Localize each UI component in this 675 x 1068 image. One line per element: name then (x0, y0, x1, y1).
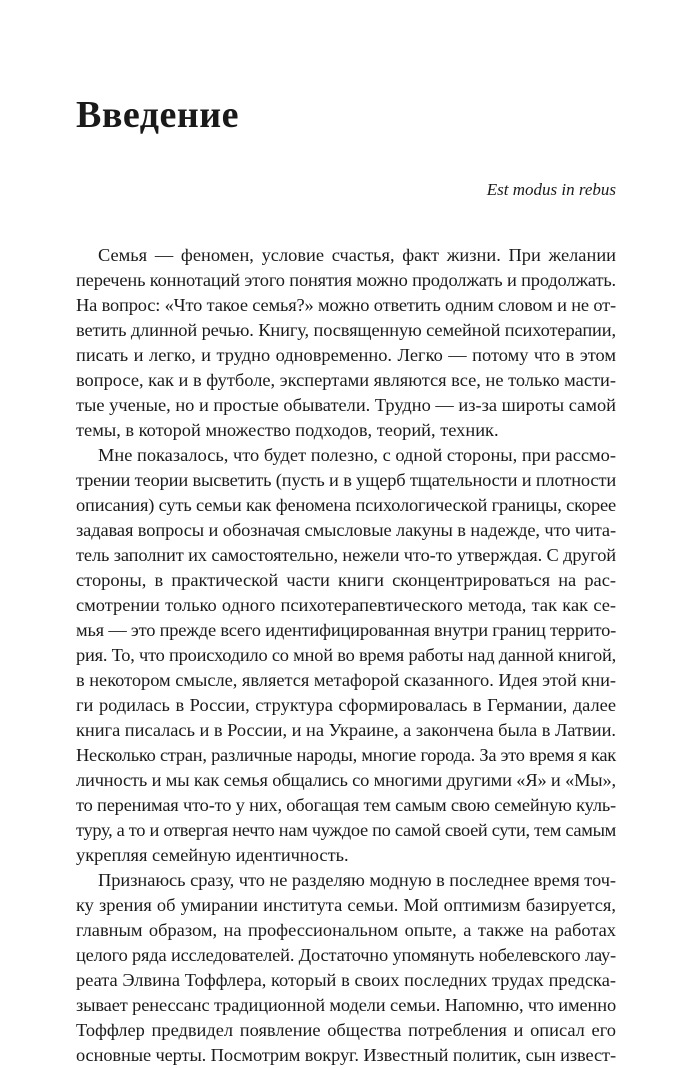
text-line: Несколько стран, различные народы, многие города. За это время я как (76, 745, 616, 765)
text-line: ги родилась в России, структура сформировалась в Германии, далее (76, 695, 616, 715)
text-line: в некотором смысле, является метафорой сказанного. Идея этой кни- (76, 670, 616, 690)
text-line: Семья — феномен, условие счастья, факт жизни. При желании (98, 245, 616, 265)
text-line: книга писалась и в России, и на Украине, а закончена была в Латвии. (76, 720, 616, 740)
text-line: зывает ренессанс традиционной модели семьи. Напомню, что именно (76, 995, 617, 1015)
text-line: тель заполнит их самостоятельно, нежели что-то утверждая. С другой (76, 545, 616, 565)
chapter-title: Введение (76, 94, 239, 136)
text-line: ветить длинной речью. Книгу, посвященную семейной психотерапии, (76, 320, 616, 340)
text-line: ку зрения об умирании института семьи. Мой оптимизм базируется, (76, 895, 616, 915)
text-line: На вопрос: «Что такое семья?» можно ответить одним словом и не от- (76, 295, 617, 315)
text-line: описания) суть семьи как феномена психологической границы, скорее (76, 495, 617, 515)
paragraph-3 (76, 868, 616, 1068)
text-line: рия. То, что происходило со мной во время работы над данной книгой, (76, 645, 616, 665)
text-line: трении теории высветить (пусть и в ущерб тщательности и плотности (76, 470, 617, 490)
text-line: укрепляя семейную идентичность. (76, 845, 349, 865)
text-line: стороны, в практической части книги сконцентрироваться на рас- (76, 570, 616, 590)
paragraph-1 (76, 243, 616, 443)
text-line: смотрении только одного психотерапевтического метода, так как се- (76, 595, 616, 615)
text-line: личность и мы как семья общались со многими другими «Я» и «Мы», (76, 770, 616, 790)
text-line: целого ряда исследователей. Достаточно упомянуть нобелевского лау- (76, 945, 616, 965)
paragraph-2 (76, 443, 616, 868)
text-line: основные черты. Посмотрим вокруг. Известный политик, сын извест- (76, 1045, 616, 1065)
text-line: туру, а то и отвергая нечто нам чуждое по самой своей сути, тем самым (76, 820, 616, 840)
epigraph: Est modus in rebus (486, 180, 616, 199)
text-line: темы, в которой множество подходов, теорий, техник. (76, 420, 499, 440)
text-line: тые ученые, но и простые обыватели. Трудно — из-за широты самой (76, 395, 616, 415)
body-text (76, 243, 616, 1068)
text-line: реата Элвина Тоффлера, который в своих последних трудах предска- (76, 970, 616, 990)
text-line: Признаюсь сразу, что не разделяю модную в последнее время точ- (98, 870, 616, 890)
text-line: Тоффлер предвидел появление общества потребления и описал его (76, 1020, 616, 1040)
text-line: перечень коннотаций этого понятия можно продолжать и продолжать. (76, 270, 617, 290)
text-line: Мне показалось, что будет полезно, с одной стороны, при рассмо- (98, 445, 616, 465)
text-line: мья — это прежде всего идентифицированная внутри границ террито- (76, 620, 617, 640)
text-line: писать и легко, и трудно одновременно. Легко — потому что в этом (76, 345, 616, 365)
text-line: вопросе, как и в футболе, экспертами являются все, не только масти- (76, 370, 616, 390)
text-line: то перенимая что-то у них, обогащая тем самым свою семейную куль- (76, 795, 616, 815)
text-line: главным образом, на профессиональном опыте, а также на работах (76, 920, 616, 940)
text-line: задавая вопросы и обозначая смысловые лакуны в надежде, что чита- (76, 520, 616, 540)
